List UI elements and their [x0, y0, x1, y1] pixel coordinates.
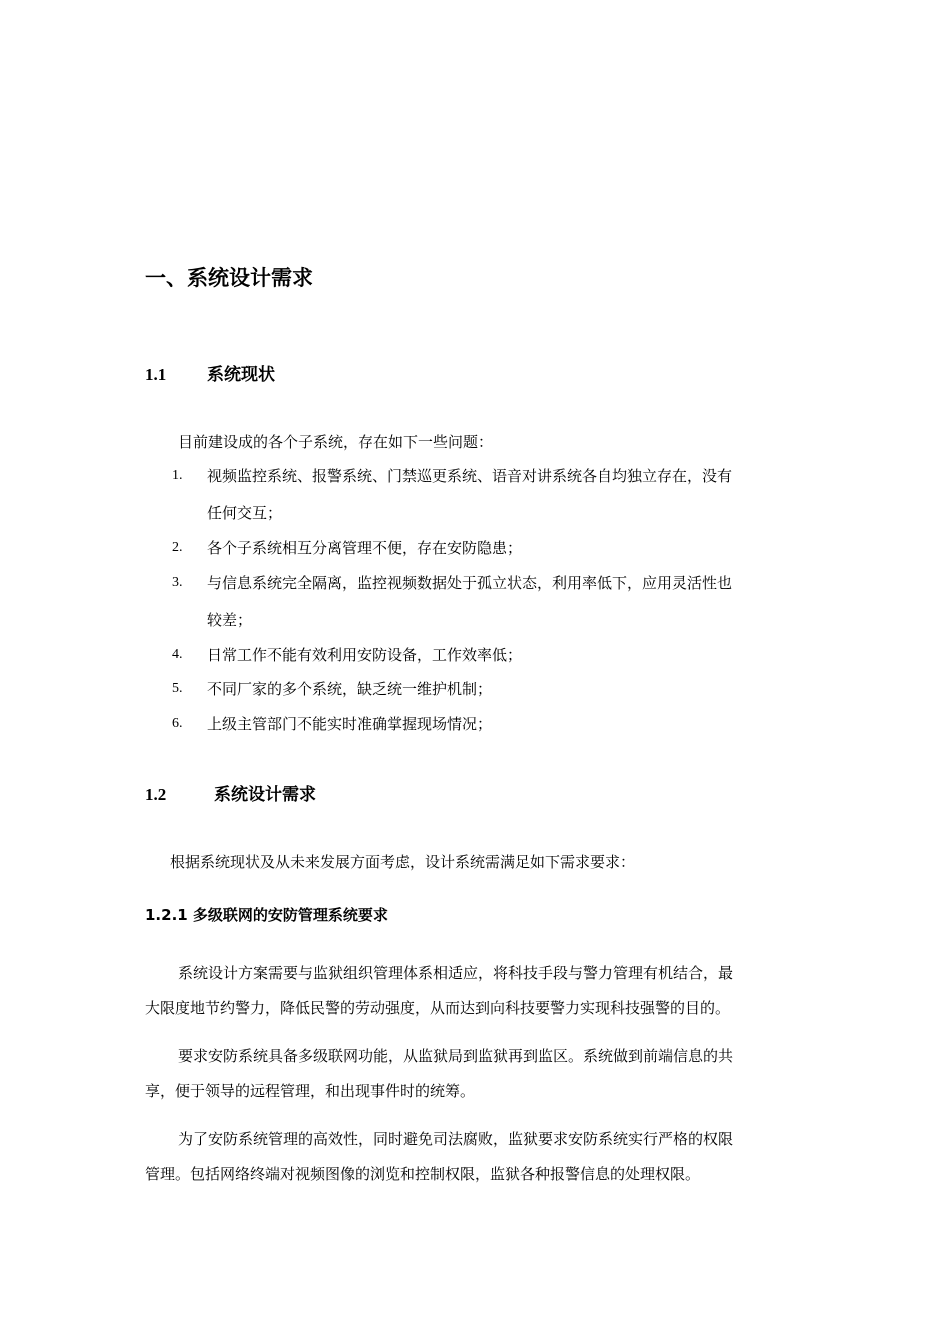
- section-1-1-intro: 目前建设成的各个子系统，存在如下一些问题：: [178, 433, 494, 451]
- section-1-2-intro: 根据系统现状及从未来发展方面考虑，设计系统需满足如下需求要求：: [170, 853, 636, 871]
- list-item-number: 1.: [172, 468, 183, 483]
- list-item-number: 2.: [172, 540, 183, 555]
- list-item-text: 视频监控系统、报警系统、门禁巡更系统、语音对讲系统各自均独立存在，没有: [207, 467, 733, 485]
- section-1-2-heading: [145, 780, 316, 805]
- paragraph-line: 为了安防系统管理的高效性，同时避免司法腐败，监狱要求安防系统实行严格的权限: [178, 1130, 734, 1148]
- list-item-text: 各个子系统相互分离管理不便，存在安防隐患；: [207, 539, 523, 557]
- section-1-2-1-heading: 1.2.1 多级联网的安防管理系统要求: [145, 906, 388, 924]
- paragraph-line: 大限度地节约警力，降低民警的劳动强度，从而达到向科技要警力实现科技强警的目的。: [145, 999, 731, 1017]
- paragraph-line: 管理。包括网络终端对视频图像的浏览和控制权限，监狱各种报警信息的处理权限。: [145, 1165, 701, 1183]
- list-item-text: 与信息系统完全隔离，监控视频数据处于孤立状态，利用率低下，应用灵活性也: [207, 574, 733, 592]
- paragraph-line: 系统设计方案需要与监狱组织管理体系相适应，将科技手段与警力管理有机结合，最: [178, 964, 734, 982]
- list-item-text: 较差；: [207, 611, 253, 629]
- paragraph-line: 要求安防系统具备多级联网功能，从监狱局到监狱再到监区。系统做到前端信息的共: [178, 1047, 734, 1065]
- list-item-number: 5.: [172, 681, 183, 696]
- section-1-1-title: 系统现状: [207, 365, 275, 385]
- section-1-1-heading: [145, 360, 275, 385]
- list-item-text: 上级主管部门不能实时准确掌握现场情况；: [207, 715, 493, 733]
- section-1-2-title: 系统设计需求: [214, 785, 316, 805]
- section-1-1-number: 1.1: [145, 365, 167, 384]
- list-item-text: 任何交互；: [207, 504, 283, 522]
- list-item-text: 日常工作不能有效利用安防设备，工作效率低；: [207, 646, 523, 664]
- paragraph-line: 享，便于领导的远程管理，和出现事件时的统筹。: [145, 1082, 476, 1100]
- section-1-heading: 一、系统设计需求: [145, 266, 313, 290]
- list-item-number: 3.: [172, 575, 183, 590]
- list-item-text: 不同厂家的多个系统，缺乏统一维护机制；: [207, 680, 493, 698]
- list-item-number: 4.: [172, 647, 183, 662]
- section-1-2-number: 1.2: [145, 785, 167, 804]
- list-item-number: 6.: [172, 716, 183, 731]
